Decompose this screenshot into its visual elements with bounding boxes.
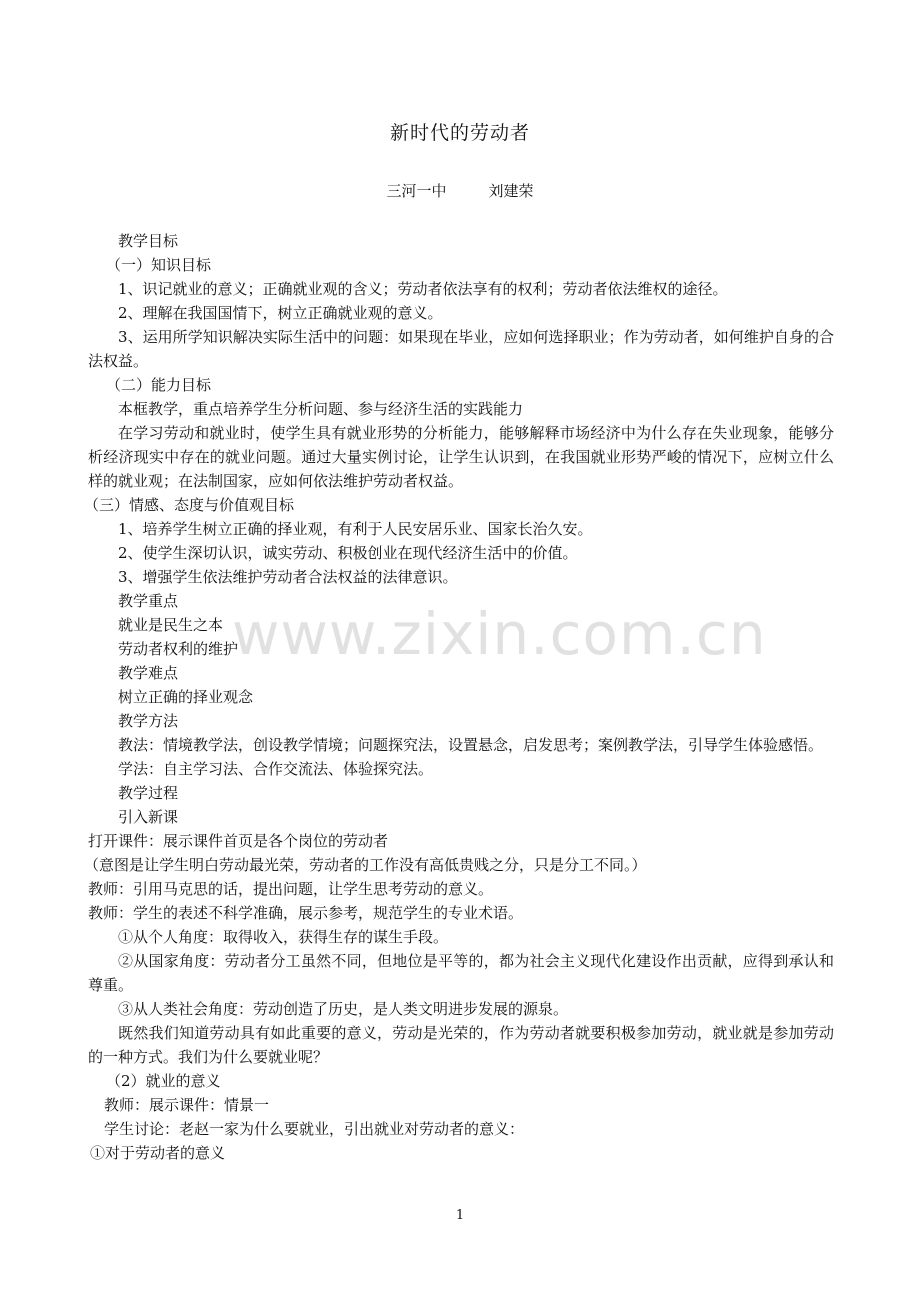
subheading-ability: （二）能力目标	[106, 376, 212, 394]
subheading-emotion: （三）情感、态度与价值观目标	[84, 496, 295, 514]
paragraph: 2、使学生深切认识，诚实劳动、积极创业在现代经济生活中的价值。	[118, 544, 578, 562]
paragraph: 学法：自主学习法、合作交流法、体验探究法。	[118, 760, 434, 778]
paragraph: 劳动者权利的维护	[118, 640, 239, 658]
section-heading-key-points: 教学重点	[118, 592, 179, 610]
paragraph: ①从个人角度：取得收入，获得生存的谋生手段。	[118, 928, 449, 946]
paragraph: ②从国家角度：劳动者分工虽然不同，但地位是平等的，都为社会主义现代化建设作出贡献，应得到承认和尊重。	[88, 952, 834, 994]
paragraph: 树立正确的择业观念	[118, 688, 254, 706]
paragraph: 教师：展示课件：情景一	[104, 1096, 270, 1114]
paragraph: 学生讨论：老赵一家为什么要就业，引出就业对劳动者的意义：	[104, 1120, 525, 1138]
paragraph: 引入新课	[118, 808, 179, 826]
section-heading-difficulty: 教学难点	[118, 664, 179, 682]
section-heading-process: 教学过程	[118, 784, 179, 802]
paragraph: 2、理解在我国国情下，树立正确就业观的意义。	[118, 304, 443, 322]
subheading-employment-meaning: （2）就业的意义	[106, 1072, 221, 1090]
paragraph: 既然我们知道劳动具有如此重要的意义，劳动是光荣的，作为劳动者就要积极参加劳动，就业就是参加劳动的一种方式。我们为什么要就业呢？	[88, 1024, 834, 1066]
paragraph: 教法：情境教学法，创设教学情境；问题探究法，设置悬念，启发思考；案例教学法，引导学生体验感悟。	[118, 736, 824, 754]
paragraph: 教师：学生的表述不科学准确，展示参考，规范学生的专业术语。	[88, 904, 524, 922]
document-title: 新时代的劳动者	[389, 122, 530, 144]
page-number: 1	[455, 1208, 465, 1223]
section-heading-methods: 教学方法	[118, 712, 179, 730]
school-name: 三河一中	[386, 182, 447, 200]
paragraph: 1、识记就业的意义；正确就业观的含义；劳动者依法享有的权利；劳动者依法维权的途径。	[118, 280, 728, 298]
section-heading-objectives: 教学目标	[118, 232, 179, 250]
paragraph: 在学习劳动和就业时，使学生具有就业形势的分析能力，能够解释市场经济中为什么存在失业现象，能够分析经济现实中存在的就业问题。通过大量实例讨论，让学生认识到，在我国就业形势严峻的情况下，应树立什么样的就业观；在法制国家，应如何依法维护劳动者权益。	[88, 424, 834, 490]
paragraph: 1、培养学生树立正确的择业观，有利于人民安居乐业、国家长治久安。	[118, 520, 593, 538]
paragraph: ①对于劳动者的意义	[90, 1144, 226, 1162]
paragraph: 教师：引用马克思的话，提出问题，让学生思考劳动的意义。	[88, 880, 494, 898]
paragraph: ③从人类社会角度：劳动创造了历史，是人类文明进步发展的源泉。	[118, 1000, 569, 1018]
paragraph: 打开课件：展示课件首页是各个岗位的劳动者	[88, 832, 389, 850]
subheading-knowledge: （一）知识目标	[106, 256, 212, 274]
author-name: 刘建荣	[488, 182, 534, 200]
paragraph: 3、增强学生依法维护劳动者合法权益的法律意识。	[118, 568, 458, 586]
paragraph: （意图是让学生明白劳动最光荣，劳动者的工作没有高低贵贱之分，只是分工不同。）	[84, 856, 647, 874]
paragraph: 就业是民生之本	[118, 616, 224, 634]
document-body	[84, 229, 834, 1165]
author-line	[0, 180, 920, 201]
watermark: www.zixin.com.cn	[232, 600, 767, 668]
paragraph: 本框教学，重点培养学生分析问题、参与经济生活的实践能力	[118, 400, 524, 418]
paragraph: 3、运用所学知识解决实际生活中的问题：如果现在毕业，应如何选择职业；作为劳动者，如何维护自身的合法权益。	[88, 328, 834, 370]
